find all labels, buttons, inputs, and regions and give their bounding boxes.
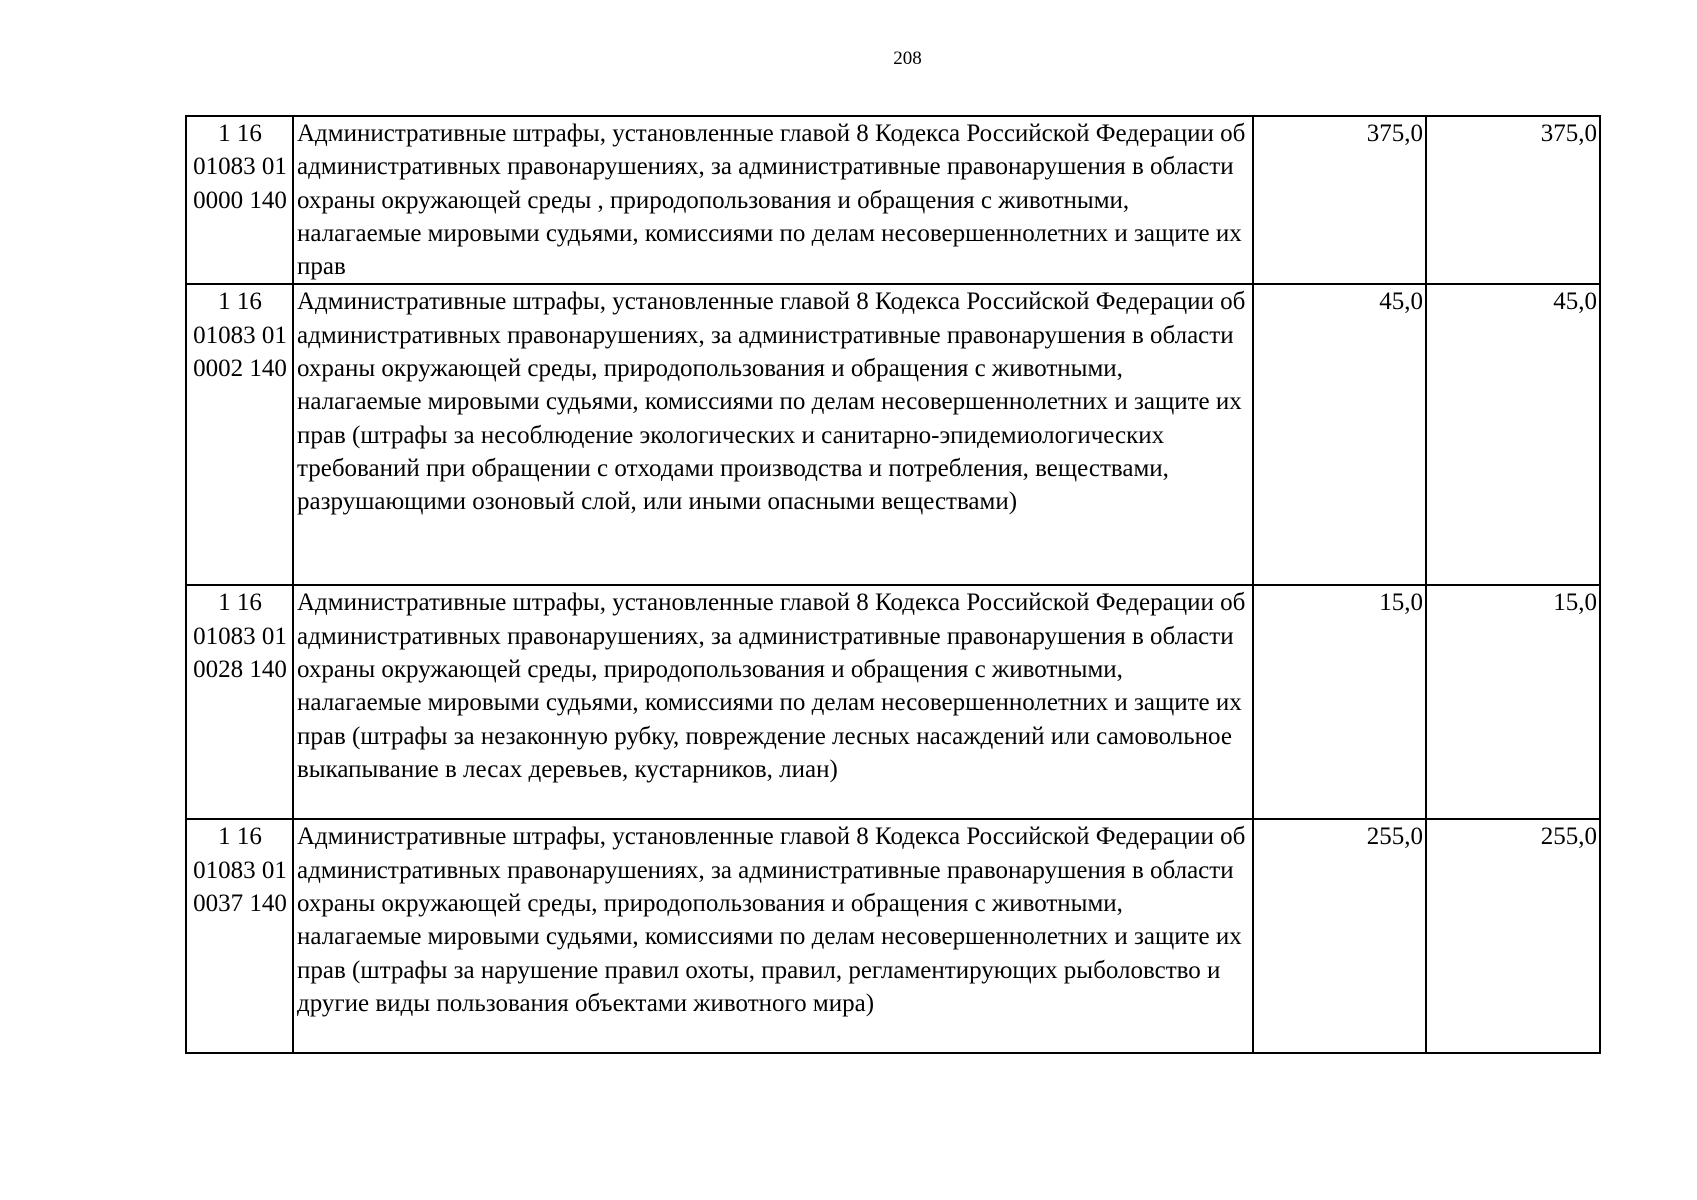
code-line: 01083 01 — [193, 321, 287, 349]
table-row — [186, 284, 1600, 585]
value-cell-1: 375,0 — [1253, 116, 1426, 284]
value-cell-2: 375,0 — [1426, 116, 1600, 284]
description-cell: Административные штрафы, установленные главой 8 Кодекса Российской Федерации об административных правонарушениях, за административные правонарушения в области охраны окружающей среды, природопользования и обращения с животными, налагаемые мировыми судьями, комиссиями по делам несовершеннолетних и защите их прав (штрафы за незаконную рубку, повреждение лесных насаждений или самовольное выкапывание в лесах деревьев, кустарников, лиан) — [293, 585, 1253, 819]
budget-table — [185, 115, 1601, 1054]
code-line: 1 16 — [218, 120, 262, 147]
code-line: 1 16 — [218, 823, 262, 851]
code-line: 01083 01 — [193, 856, 287, 884]
description-cell: Административные штрафы, установленные главой 8 Кодекса Российской Федерации об административных правонарушениях, за административные правонарушения в области охраны окружающей среды, природопользования и обращения с животными, налагаемые мировыми судьями, комиссиями по делам несовершеннолетних и защите их прав (штрафы за нарушение правил охоты, правил, регламентирующих рыболовство и другие виды пользования объектами животного мира) — [293, 819, 1253, 1053]
table-row — [186, 116, 1600, 284]
value-cell-1: 255,0 — [1253, 819, 1426, 1053]
budget-code-cell — [186, 284, 293, 585]
value-cell-2: 255,0 — [1426, 819, 1600, 1053]
code-line: 1 16 — [218, 589, 262, 617]
table-row — [186, 585, 1600, 819]
value-cell-2: 15,0 — [1426, 585, 1600, 819]
description-cell: Административные штрафы, установленные главой 8 Кодекса Российской Федерации об административных правонарушениях, за административные правонарушения в области охраны окружающей среды, природопользования и обращения с животными, налагаемые мировыми судьями, комиссиями по делам несовершеннолетних и защите их прав (штрафы за несоблюдение экологических и санитарно-эпидемиологических требований при обращении с отходами производства и потребления, веществами, разрушающими озоновый слой, или иными опасными веществами) — [293, 284, 1253, 585]
code-line: 0037 140 — [193, 890, 287, 918]
code-line: 0002 140 — [193, 355, 287, 383]
description-cell: Административные штрафы, установленные главой 8 Кодекса Российской Федерации об административных правонарушениях, за административные правонарушения в области охраны окружающей среды , природопользования и обращения с животными, налагаемые мировыми судьями, комиссиями по делам несовершеннолетних и защите их прав — [293, 116, 1253, 284]
table-row — [186, 819, 1600, 1053]
budget-code-cell — [186, 585, 293, 819]
budget-code-cell — [186, 819, 293, 1053]
code-line: 01083 01 — [193, 622, 287, 650]
page-number: 208 — [893, 48, 922, 69]
code-line: 0000 140 — [193, 186, 287, 214]
code-line: 0028 140 — [193, 656, 287, 684]
value-cell-1: 15,0 — [1253, 585, 1426, 819]
budget-code-cell — [186, 116, 293, 284]
value-cell-1: 45,0 — [1253, 284, 1426, 585]
value-cell-2: 45,0 — [1426, 284, 1600, 585]
code-line: 01083 01 — [193, 153, 287, 181]
code-line: 1 16 — [218, 288, 262, 316]
